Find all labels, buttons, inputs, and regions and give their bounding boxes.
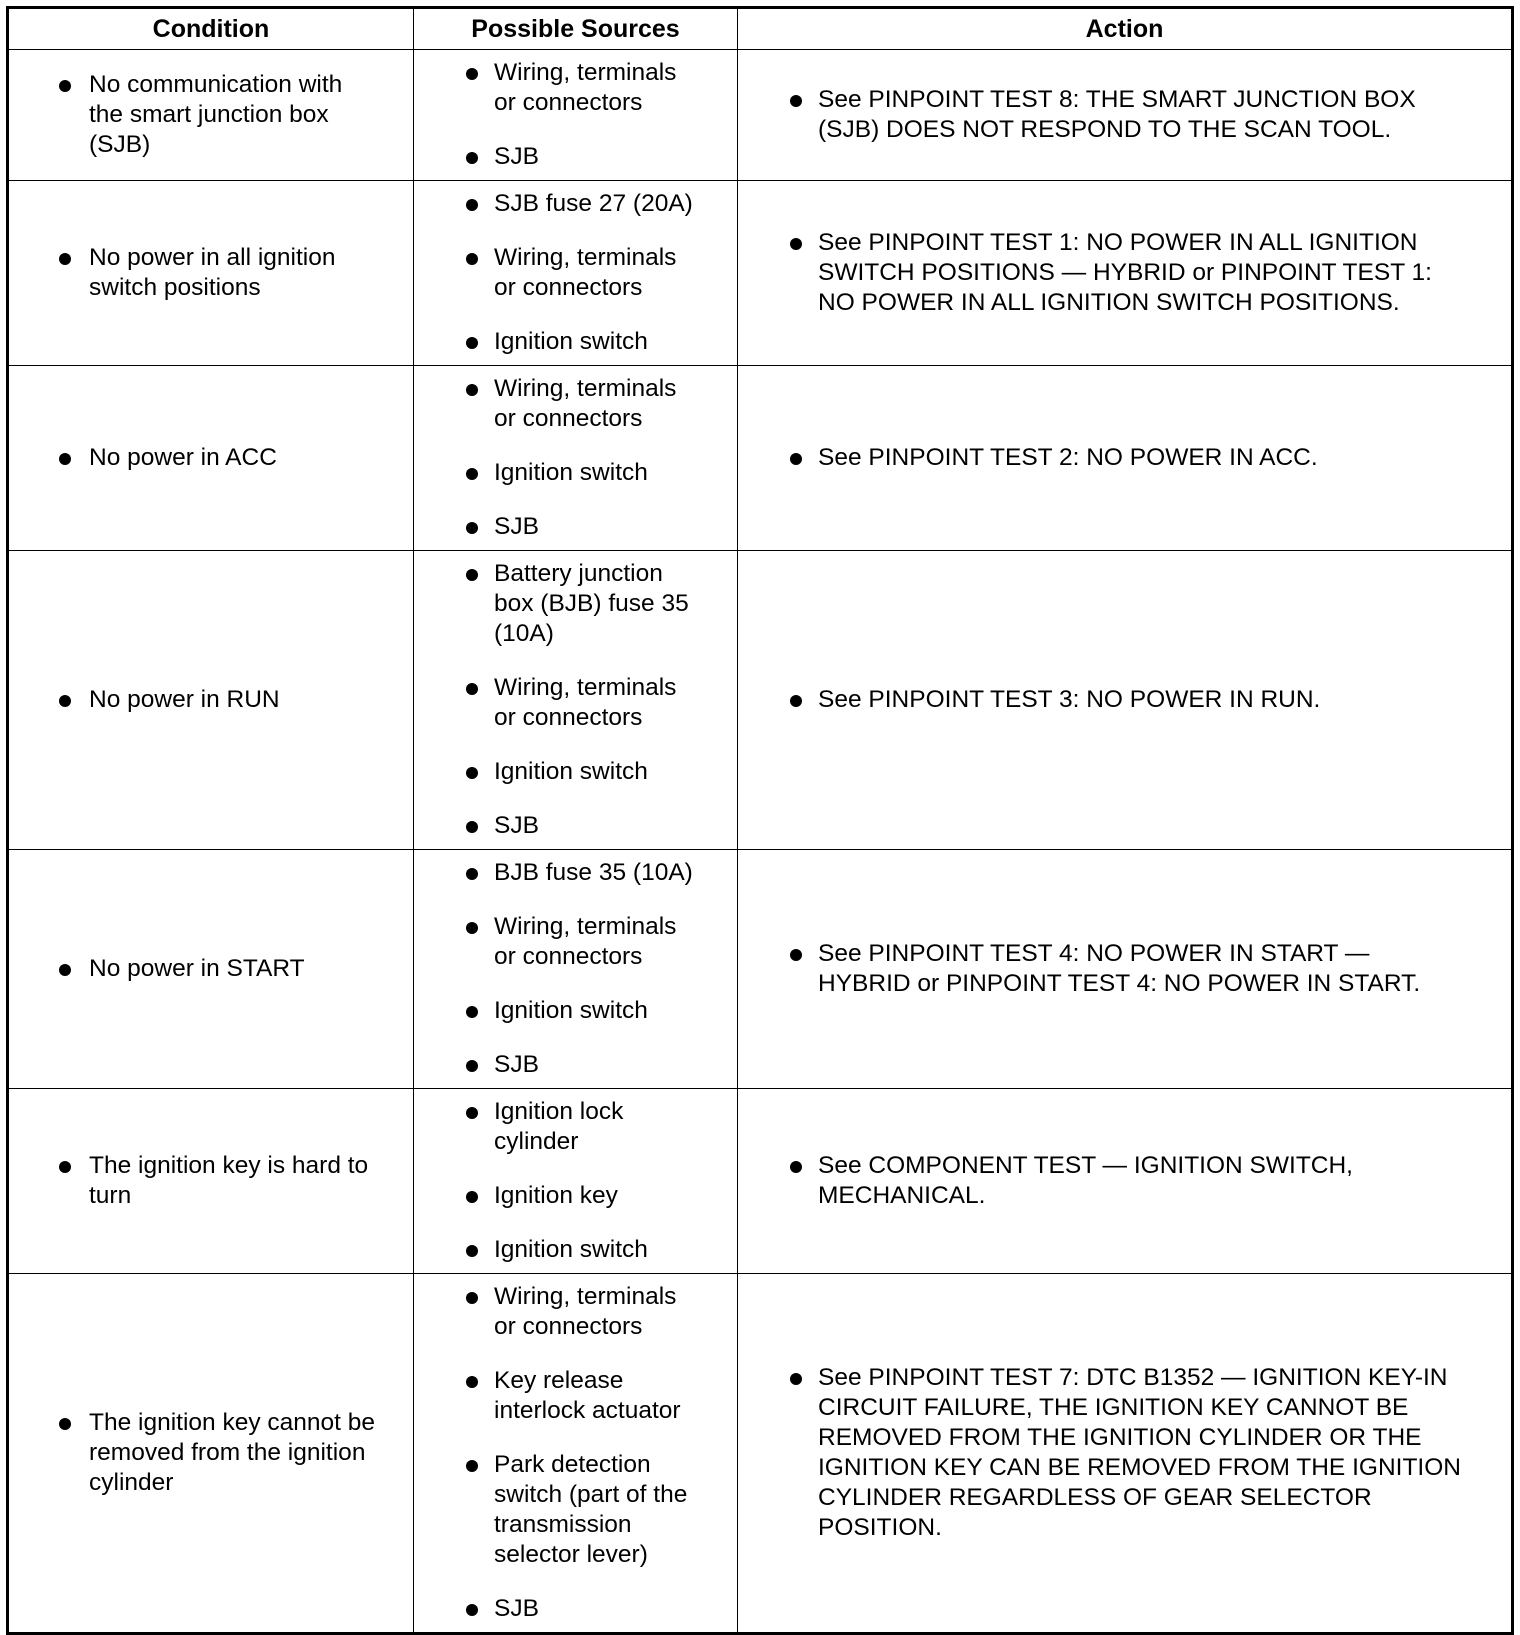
- table-row: [8, 50, 1513, 181]
- source-item: BJB fuse 35 (10A): [414, 858, 737, 888]
- condition-cell: [8, 366, 414, 551]
- diagnosis-table: [6, 6, 1514, 1635]
- possible-sources-cell: [414, 181, 738, 366]
- source-item: Key release interlock actuator: [414, 1366, 737, 1426]
- table-row: [8, 1089, 1513, 1274]
- condition-cell: [8, 1274, 414, 1634]
- source-item: SJB: [414, 142, 737, 172]
- table-row: [8, 181, 1513, 366]
- source-item: SJB: [414, 512, 737, 542]
- condition-cell: [8, 50, 414, 181]
- table-row: [8, 1274, 1513, 1634]
- condition-cell: [8, 850, 414, 1089]
- source-item: Park detection switch (part of the transmission selector lever): [414, 1450, 737, 1570]
- condition-text: No power in RUN: [9, 685, 413, 715]
- condition-text: No power in all ignition switch positions: [9, 243, 413, 303]
- action-text: See PINPOINT TEST 3: NO POWER IN RUN.: [738, 685, 1511, 715]
- action-text: See PINPOINT TEST 4: NO POWER IN START — HYBRID or PINPOINT TEST 4: NO POWER IN START.: [738, 939, 1511, 999]
- condition-cell: [8, 551, 414, 850]
- source-item: SJB: [414, 811, 737, 841]
- source-item: Ignition switch: [414, 327, 737, 357]
- source-item: Ignition key: [414, 1181, 737, 1211]
- table-row: [8, 366, 1513, 551]
- action-text: See PINPOINT TEST 8: THE SMART JUNCTION BOX (SJB) DOES NOT RESPOND TO THE SCAN TOOL.: [738, 85, 1511, 145]
- possible-sources-cell: [414, 1274, 738, 1634]
- sources-list: [414, 858, 737, 1080]
- condition-text: No power in START: [9, 954, 413, 984]
- header-row: [8, 8, 1513, 50]
- header-condition: Condition: [8, 8, 414, 50]
- table-body: [8, 50, 1513, 1634]
- condition-text: No communication with the smart junction box (SJB): [9, 70, 413, 160]
- header-possible-sources: Possible Sources: [414, 8, 738, 50]
- possible-sources-cell: [414, 850, 738, 1089]
- condition-text: The ignition key is hard to turn: [9, 1151, 413, 1211]
- source-item: SJB fuse 27 (20A): [414, 189, 737, 219]
- action-text: See PINPOINT TEST 7: DTC B1352 — IGNITION KEY-IN CIRCUIT FAILURE, THE IGNITION KEY CANNOT BE REMOVED FROM THE IGNITION CYLINDER OR THE IGNITION KEY CAN BE REMOVED FROM THE IGNITION CYLINDER REGARDLESS OF GEAR SELECTOR POSITION.: [738, 1363, 1511, 1543]
- source-item: SJB: [414, 1050, 737, 1080]
- action-cell: [738, 50, 1513, 181]
- action-cell: [738, 181, 1513, 366]
- sources-list: [414, 559, 737, 841]
- condition-text: The ignition key cannot be removed from the ignition cylinder: [9, 1408, 413, 1498]
- source-item: Wiring, terminals or connectors: [414, 912, 737, 972]
- source-item: Ignition lock cylinder: [414, 1097, 737, 1157]
- sources-list: [414, 58, 737, 172]
- table-row: [8, 551, 1513, 850]
- sources-list: [414, 189, 737, 357]
- source-item: Wiring, terminals or connectors: [414, 58, 737, 118]
- source-item: Wiring, terminals or connectors: [414, 1282, 737, 1342]
- action-cell: [738, 850, 1513, 1089]
- table-row: [8, 850, 1513, 1089]
- source-item: Wiring, terminals or connectors: [414, 243, 737, 303]
- condition-cell: [8, 1089, 414, 1274]
- action-text: See COMPONENT TEST — IGNITION SWITCH, MECHANICAL.: [738, 1151, 1511, 1211]
- possible-sources-cell: [414, 1089, 738, 1274]
- source-item: Ignition switch: [414, 1235, 737, 1265]
- action-cell: [738, 551, 1513, 850]
- sources-list: [414, 1282, 737, 1624]
- possible-sources-cell: [414, 551, 738, 850]
- action-text: See PINPOINT TEST 2: NO POWER IN ACC.: [738, 443, 1511, 473]
- action-text: See PINPOINT TEST 1: NO POWER IN ALL IGNITION SWITCH POSITIONS — HYBRID or PINPOINT TEST 1: NO POWER IN ALL IGNITION SWITCH POSITIONS.: [738, 228, 1511, 318]
- possible-sources-cell: [414, 50, 738, 181]
- sources-list: [414, 1097, 737, 1265]
- header-action: Action: [738, 8, 1513, 50]
- source-item: Ignition switch: [414, 996, 737, 1026]
- possible-sources-cell: [414, 366, 738, 551]
- action-cell: [738, 1274, 1513, 1634]
- source-item: Ignition switch: [414, 458, 737, 488]
- action-cell: [738, 366, 1513, 551]
- source-item: SJB: [414, 1594, 737, 1624]
- source-item: Wiring, terminals or connectors: [414, 374, 737, 434]
- source-item: Battery junction box (BJB) fuse 35 (10A): [414, 559, 737, 649]
- condition-cell: [8, 181, 414, 366]
- condition-text: No power in ACC: [9, 443, 413, 473]
- sources-list: [414, 374, 737, 542]
- source-item: Wiring, terminals or connectors: [414, 673, 737, 733]
- source-item: Ignition switch: [414, 757, 737, 787]
- action-cell: [738, 1089, 1513, 1274]
